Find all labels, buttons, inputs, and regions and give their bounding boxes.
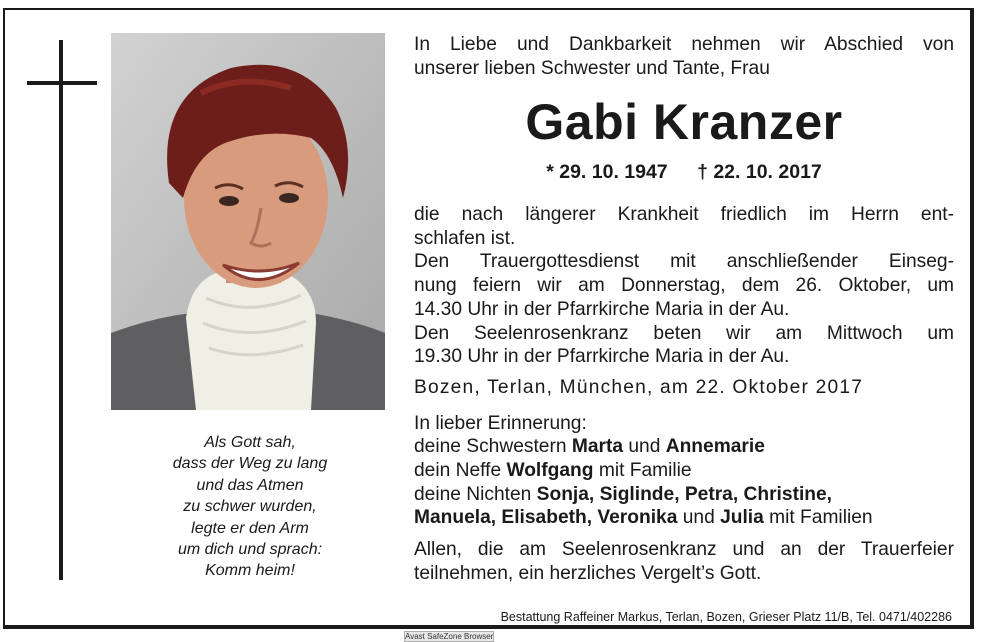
text-line: Den Trauergottesdienst mit anschließender Einseg-: [414, 251, 954, 273]
place-date: Bozen, Terlan, München, am 22. Oktober 2017: [414, 376, 864, 398]
text: deine Schwestern: [414, 436, 572, 458]
birth-date: * 29. 10. 1947: [546, 161, 668, 183]
text-line: schlafen ist.: [414, 227, 516, 249]
text: deine Nichten: [414, 483, 537, 505]
browser-label: Avast SafeZone Browser: [405, 632, 494, 641]
poem-line: um dich und sprach:: [177, 541, 323, 559]
poem: [115, 432, 385, 582]
relative-name: Sonja, Siglinde, Petra, Christine,: [536, 483, 833, 505]
death-date: † 22. 10. 2017: [697, 161, 822, 183]
thanks: [414, 538, 954, 585]
intro-line: unserer lieben Schwester und Tante, Frau: [414, 57, 770, 79]
life-dates: [414, 159, 954, 185]
text-line: 19.30 Uhr in der Pfarrkirche Maria in der Au.: [414, 346, 790, 368]
remembrance-line: [414, 459, 954, 483]
remembrance-line: [414, 483, 954, 507]
cross-icon-bar: [27, 81, 97, 85]
relative-name: Marta: [571, 436, 624, 458]
remembrance-heading: In lieber Erinnerung:: [414, 412, 587, 434]
portrait-photo: [111, 33, 385, 410]
poem-line: dass der Weg zu lang: [172, 455, 328, 473]
text-line: nung feiern wir am Donnerstag, dem 26. Oktober, um: [414, 275, 954, 297]
funeral-home-footer: Bestattung Raffeiner Markus, Terlan, Bozen, Grieser Platz 11/B, Tel. 0471/402286: [500, 610, 952, 624]
text-line: die nach längerer Krankheit friedlich im Herrn ent-: [414, 204, 954, 225]
text-line: teilnehmen, ein herzliches Vergelt’s Gott.: [414, 562, 762, 584]
deceased-name: Gabi Kranzer: [525, 94, 843, 150]
remembrance-line: [414, 506, 954, 530]
poem-line: Als Gott sah,: [204, 434, 296, 451]
paragraph-service: [414, 250, 954, 321]
remembrance-list: [414, 435, 954, 530]
paragraph-rosary: [414, 322, 954, 369]
paragraph-passing: [414, 203, 954, 250]
relative-name: Manuela, Elisabeth, Veronika: [414, 507, 678, 529]
text: und: [623, 436, 666, 458]
text-line: Allen, die am Seelenrosenkranz und an der Trauerfeier: [414, 539, 954, 561]
intro-text: [414, 33, 954, 80]
text-line: 14.30 Uhr in der Pfarrkirche Maria in der Au.: [414, 298, 790, 320]
relative-name: Annemarie: [665, 436, 765, 458]
text: mit Familie: [593, 460, 692, 482]
text: und: [677, 507, 721, 529]
text: mit Familien: [763, 507, 873, 529]
remembrance-line: [414, 435, 954, 459]
cross-icon: [59, 40, 63, 580]
relative-name: Julia: [720, 507, 764, 529]
relative-name: Wolfgang: [506, 460, 594, 482]
text-line: Den Seelenrosenkranz beten wir am Mittwoch um: [414, 322, 954, 344]
poem-line: zu schwer wurden,: [183, 498, 317, 516]
poem-line: und das Atmen: [196, 476, 304, 494]
poem-line: Komm heim!: [205, 562, 295, 580]
main-text: [414, 203, 954, 586]
intro-line: In Liebe und Dankbarkeit nehmen wir Abschied von: [414, 34, 954, 55]
poem-line: legte er den Arm: [191, 519, 309, 537]
text: dein Neffe: [414, 460, 507, 482]
